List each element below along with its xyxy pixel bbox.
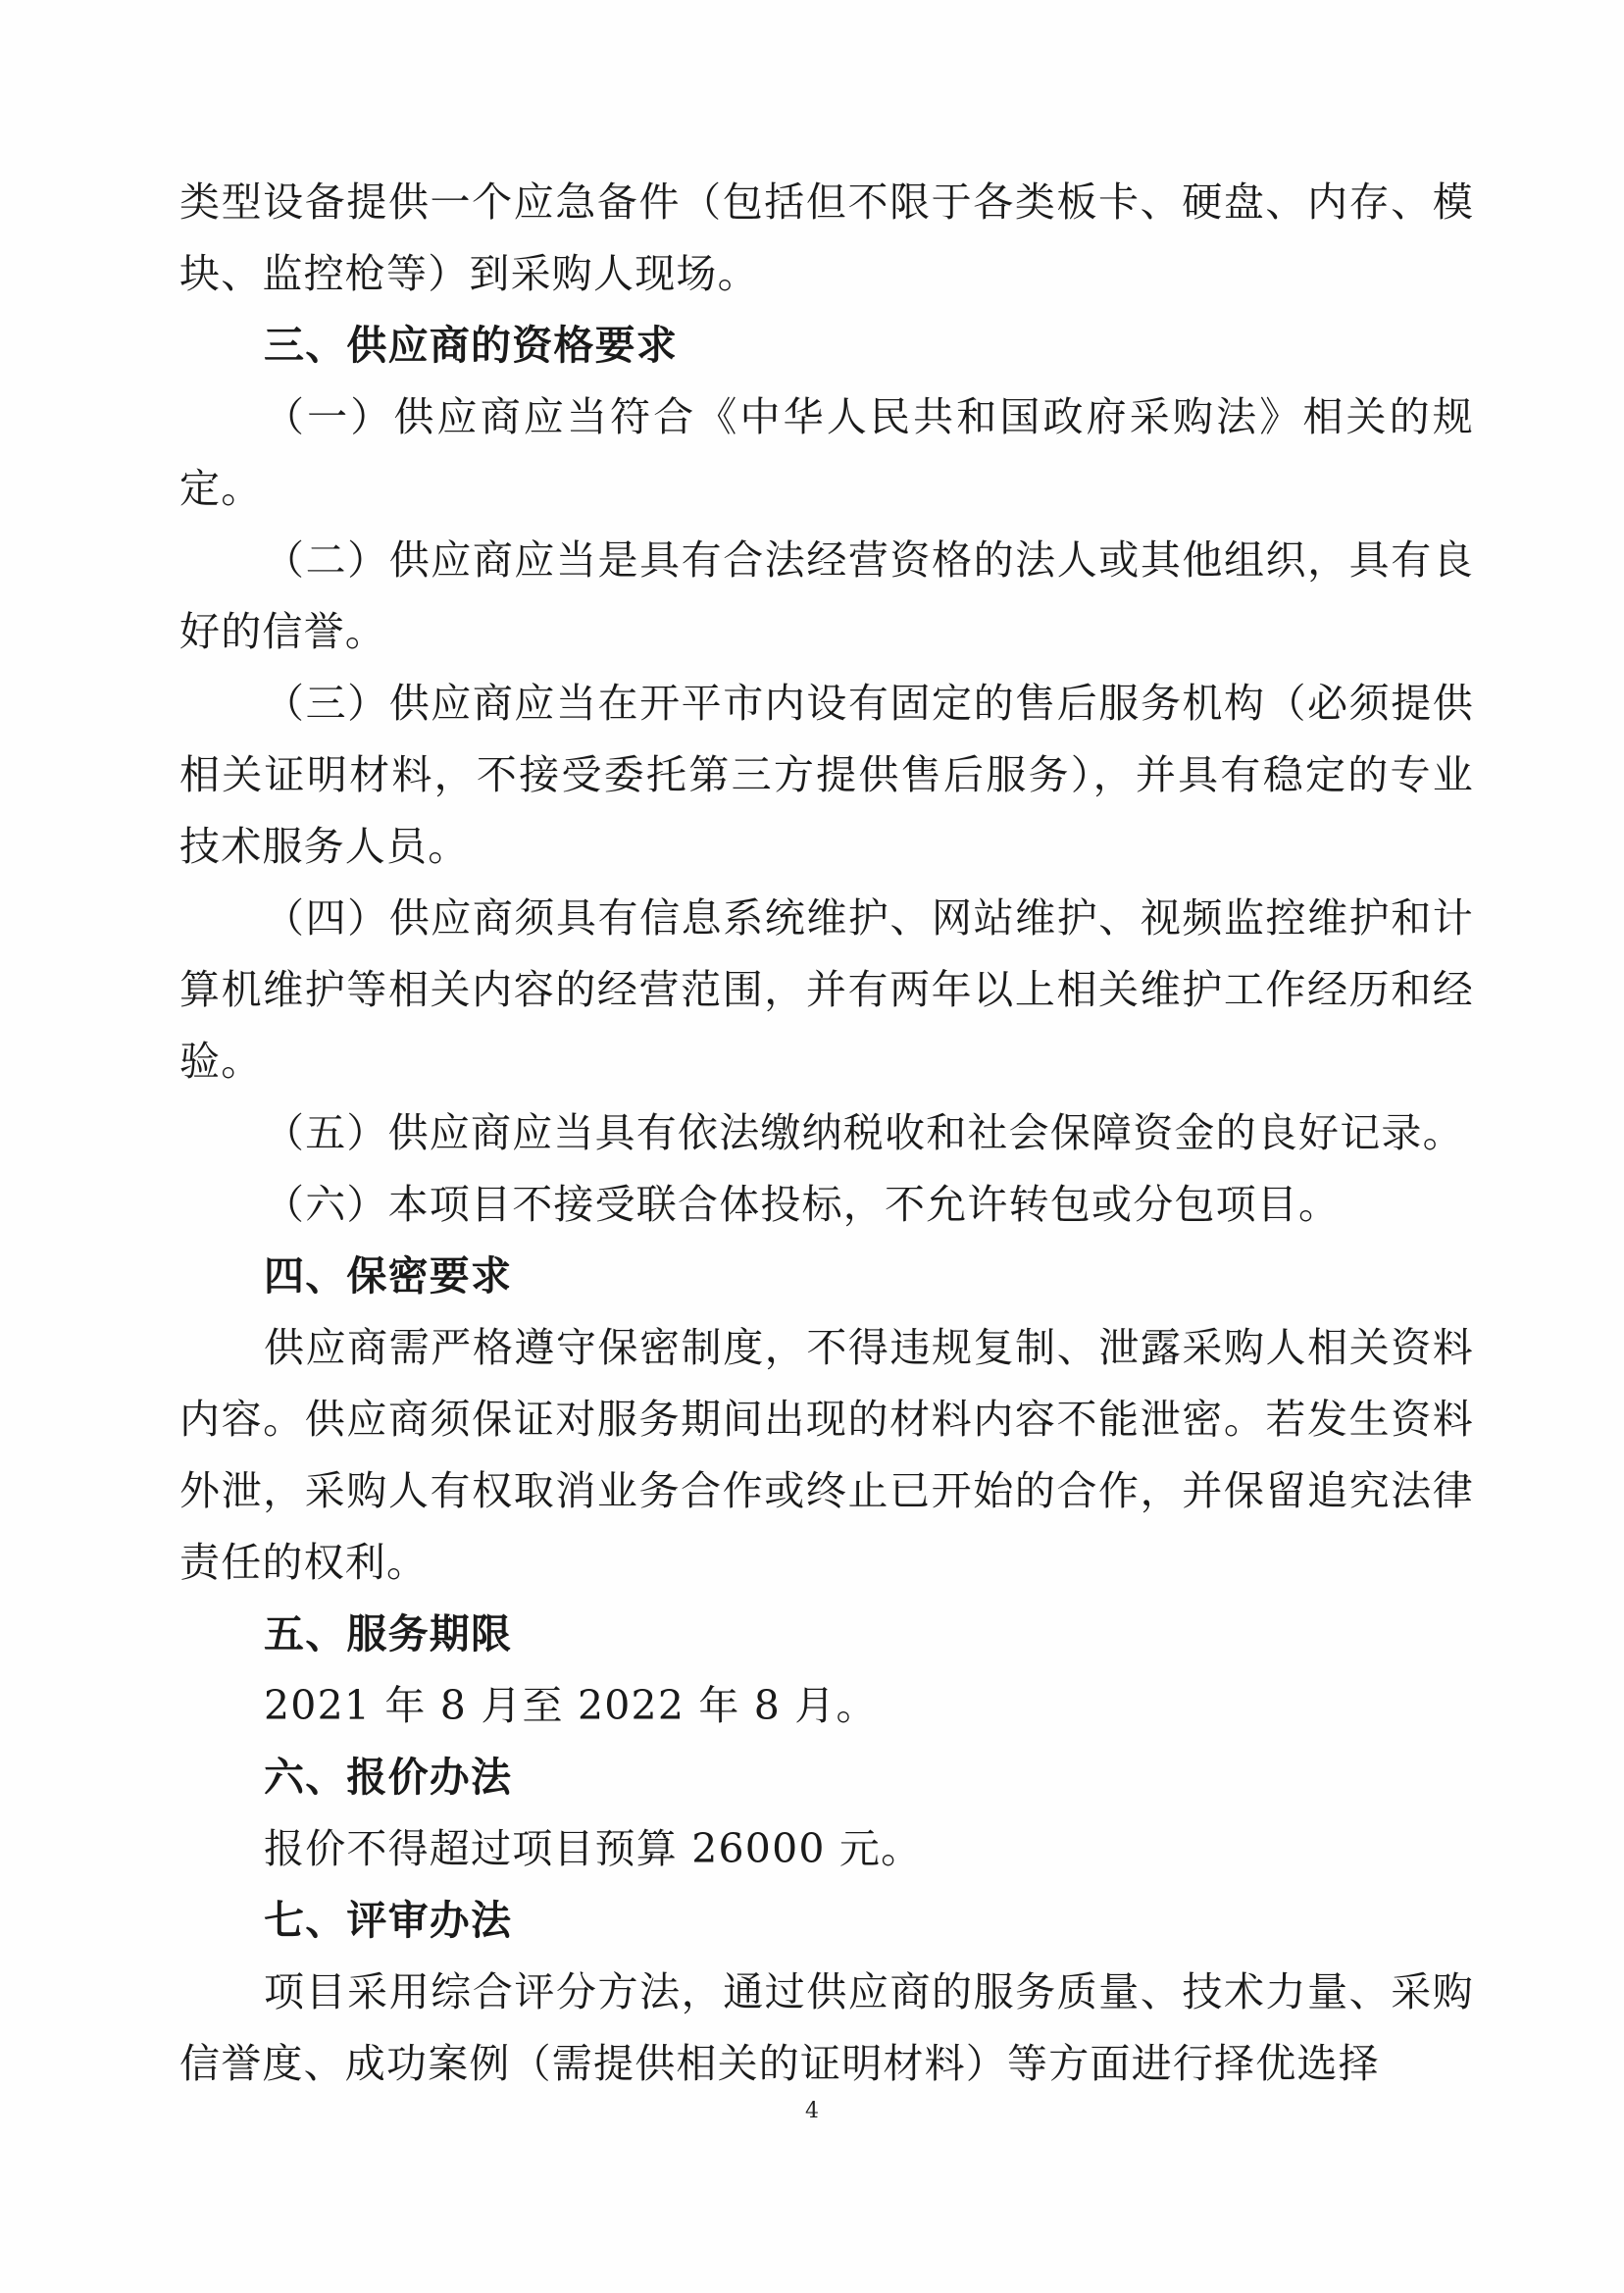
qualification-item-1: （一）供应商应当符合《中华人民共和国政府采购法》相关的规定。	[179, 393, 1474, 512]
section-heading-quotation: 六、报价办法	[264, 1754, 513, 1801]
document-body	[179, 167, 1474, 2100]
qualification-item-2: （二）供应商应当是具有合法经营资格的法人或其他组织，具有良好的信誉。	[179, 536, 1474, 655]
qualification-item-5: （五）供应商应当具有依法缴纳税收和社会保障资金的良好记录。	[264, 1109, 1464, 1156]
section-heading-qualifications: 三、供应商的资格要求	[264, 322, 678, 369]
evaluation-paragraph: 项目采用综合评分方法，通过供应商的服务质量、技术力量、采购信誉度、成功案例（需提供相关的证明材料）等方面进行择优选择	[179, 1968, 1474, 2087]
section-heading-evaluation: 七、评审办法	[264, 1897, 513, 1944]
confidentiality-paragraph: 供应商需严格遵守保密制度，不得违规复制、泄露采购人相关资料内容。供应商须保证对服务期间出现的材料内容不能泄密。若发生资料外泄，采购人有权取消业务合作或终止已开始的合作，并保留追究法律责任的权利。	[179, 1324, 1474, 1586]
section-heading-service-period: 五、服务期限	[264, 1610, 513, 1657]
service-period-paragraph: 2021 年 8 月至 2022 年 8 月。	[264, 1682, 878, 1729]
page-number: 4	[805, 2099, 819, 2123]
quotation-paragraph: 报价不得超过项目预算 26000 元。	[264, 1825, 923, 1872]
paragraph-continued: 类型设备提供一个应急备件（包括但不限于各类板卡、硬盘、内存、模块、监控枪等）到采购人现场。	[179, 178, 1474, 297]
section-heading-confidentiality: 四、保密要求	[264, 1252, 513, 1299]
qualification-item-6: （六）本项目不接受联合体投标，不允许转包或分包项目。	[264, 1181, 1341, 1228]
qualification-item-4: （四）供应商须具有信息系统维护、网站维护、视频监控维护和计算机维护等相关内容的经营范围，并有两年以上相关维护工作经历和经验。	[179, 894, 1474, 1085]
qualification-item-3: （三）供应商应当在开平市内设有固定的售后服务机构（必须提供相关证明材料，不接受委托第三方提供售后服务），并具有稳定的专业技术服务人员。	[179, 680, 1474, 870]
